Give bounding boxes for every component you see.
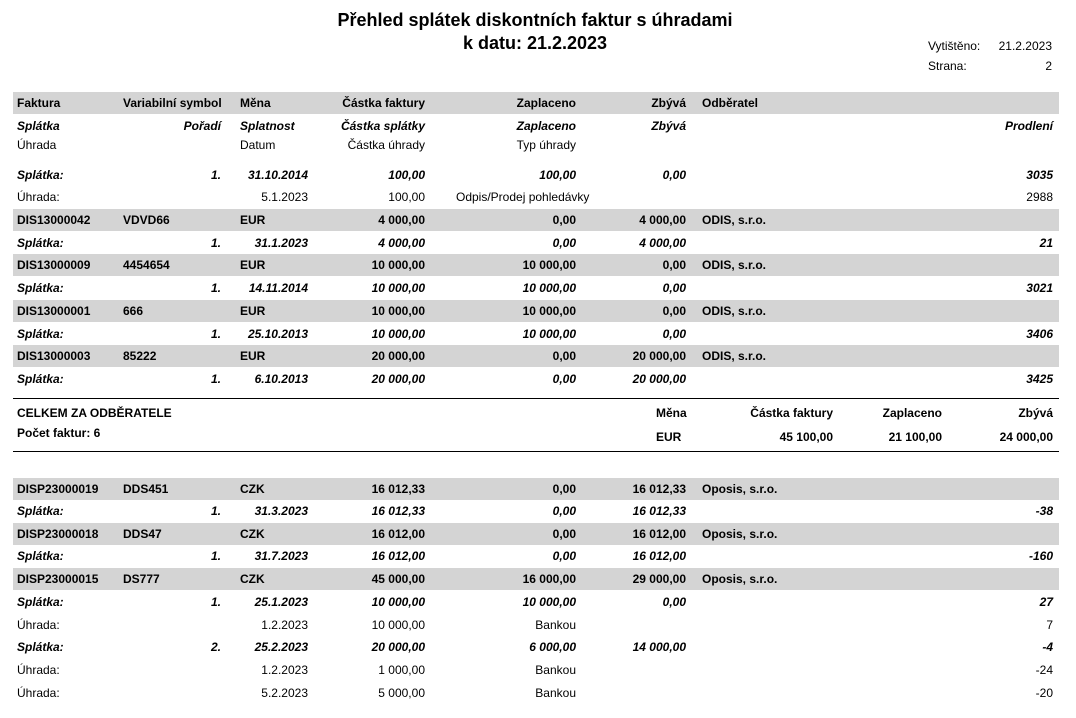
col-variabilni-symbol: Variabilní symbol bbox=[123, 96, 222, 110]
invoice-row bbox=[13, 254, 1059, 276]
remaining: 16 012,00 bbox=[632, 527, 686, 541]
due-date: 31.10.2014 bbox=[247, 168, 308, 182]
installment-row bbox=[13, 368, 1059, 390]
installment-amount: 10 000,00 bbox=[371, 595, 425, 609]
installment-row bbox=[13, 545, 1059, 567]
invoice-amount: 16 012,00 bbox=[371, 527, 425, 541]
installment-order: 1. bbox=[210, 549, 221, 563]
customer: ODIS, s.r.o. bbox=[702, 213, 767, 227]
invoice-row bbox=[13, 300, 1059, 322]
column-header-row bbox=[13, 92, 1059, 114]
paid: 16 000,00 bbox=[522, 572, 576, 586]
installment-order: 1. bbox=[210, 236, 221, 250]
paid: 10 000,00 bbox=[522, 258, 576, 272]
col-uhrada: Úhrada bbox=[17, 138, 57, 152]
invoice-number: DIS13000042 bbox=[17, 213, 91, 227]
summary-val-castka: 45 100,00 bbox=[779, 430, 833, 444]
payment-delay: 2988 bbox=[1026, 190, 1053, 204]
delay-days: 27 bbox=[1039, 595, 1053, 609]
delay-days: 3406 bbox=[1026, 327, 1053, 341]
installment-order: 1. bbox=[210, 372, 221, 386]
installment-row bbox=[13, 277, 1059, 299]
col-odberatel: Odběratel bbox=[702, 96, 759, 110]
summary-count: Počet faktur: 6 bbox=[17, 426, 101, 440]
summary-val-mena: EUR bbox=[656, 430, 682, 444]
remaining: 0,00 bbox=[662, 304, 686, 318]
delay-days: 3021 bbox=[1026, 281, 1053, 295]
variable-symbol: VDVD66 bbox=[123, 213, 170, 227]
installment-order: 1. bbox=[210, 327, 221, 341]
delay-days: -4 bbox=[1042, 640, 1053, 654]
payment-row bbox=[13, 659, 1059, 681]
summary-divider-top bbox=[13, 398, 1059, 399]
summary-title: CELKEM ZA ODBĚRATELE bbox=[17, 406, 172, 420]
installment-label: Splátka: bbox=[17, 236, 64, 250]
paid: 0,00 bbox=[552, 236, 576, 250]
paid: 0,00 bbox=[552, 482, 576, 496]
payment-delay: -20 bbox=[1035, 686, 1053, 700]
col-castka-splatky: Částka splátky bbox=[340, 119, 425, 133]
col-poradi: Pořadí bbox=[183, 119, 221, 133]
col-zaplaceno-2: Zaplaceno bbox=[516, 119, 576, 133]
col-typ-uhrady: Typ úhrady bbox=[516, 138, 576, 152]
payment-date: 1.2.2023 bbox=[261, 618, 308, 632]
payment-amount: 10 000,00 bbox=[371, 618, 425, 632]
payment-date: 5.2.2023 bbox=[261, 686, 308, 700]
customer: ODIS, s.r.o. bbox=[702, 304, 767, 318]
currency: CZK bbox=[240, 527, 265, 541]
paid: 10 000,00 bbox=[522, 281, 576, 295]
payment-row bbox=[13, 682, 1059, 704]
delay-days: 3035 bbox=[1026, 168, 1053, 182]
payment-date: 1.2.2023 bbox=[261, 663, 308, 677]
summary-title-row bbox=[13, 402, 1059, 424]
invoice-number: DIS13000009 bbox=[17, 258, 91, 272]
printed-value: 21.2.2023 bbox=[998, 39, 1052, 53]
remaining: 16 012,00 bbox=[632, 549, 686, 563]
summary-val-zbyva: 24 000,00 bbox=[999, 430, 1053, 444]
invoice-amount: 45 000,00 bbox=[371, 572, 425, 586]
installment-amount: 10 000,00 bbox=[371, 327, 425, 341]
variable-symbol: 4454654 bbox=[123, 258, 170, 272]
invoice-amount: 10 000,00 bbox=[371, 304, 425, 318]
installment-amount: 20 000,00 bbox=[371, 372, 425, 386]
installment-row bbox=[13, 636, 1059, 658]
invoice-number: DISP23000019 bbox=[17, 482, 99, 496]
remaining: 20 000,00 bbox=[632, 349, 686, 363]
installment-amount: 100,00 bbox=[388, 168, 425, 182]
paid: 6 000,00 bbox=[529, 640, 576, 654]
installment-row bbox=[13, 591, 1059, 613]
remaining: 16 012,33 bbox=[632, 482, 686, 496]
payment-delay: -24 bbox=[1035, 663, 1053, 677]
customer: ODIS, s.r.o. bbox=[702, 258, 767, 272]
invoice-number: DISP23000018 bbox=[17, 527, 99, 541]
installment-label: Splátka: bbox=[17, 504, 64, 518]
col-splatnost: Splatnost bbox=[240, 119, 295, 133]
payment-type: Odpis/Prodej pohledávky bbox=[456, 190, 590, 204]
installment-order: 1. bbox=[210, 504, 221, 518]
col-zbyva: Zbývá bbox=[651, 96, 686, 110]
installment-order: 1. bbox=[210, 168, 221, 182]
delay-days: 21 bbox=[1039, 236, 1053, 250]
summary-hdr-zaplaceno: Zaplaceno bbox=[882, 406, 942, 420]
installment-amount: 4 000,00 bbox=[378, 236, 425, 250]
due-date: 31.1.2023 bbox=[254, 236, 308, 250]
delay-days: 3425 bbox=[1026, 372, 1053, 386]
remaining: 16 012,33 bbox=[632, 504, 686, 518]
remaining: 0,00 bbox=[662, 327, 686, 341]
remaining: 0,00 bbox=[662, 281, 686, 295]
currency: EUR bbox=[240, 304, 266, 318]
printed-label: Vytištěno: bbox=[928, 39, 981, 53]
due-date: 25.1.2023 bbox=[254, 595, 308, 609]
remaining: 20 000,00 bbox=[632, 372, 686, 386]
payment-label: Úhrada: bbox=[17, 190, 60, 204]
payment-label: Úhrada: bbox=[17, 618, 60, 632]
installment-amount: 20 000,00 bbox=[371, 640, 425, 654]
invoice-row bbox=[13, 209, 1059, 231]
payment-delay: 7 bbox=[1046, 618, 1053, 632]
installment-label: Splátka: bbox=[17, 168, 64, 182]
paid: 10 000,00 bbox=[522, 304, 576, 318]
remaining: 0,00 bbox=[662, 595, 686, 609]
summary-hdr-castka: Částka faktury bbox=[750, 406, 833, 420]
invoice-number: DISP23000015 bbox=[17, 572, 99, 586]
variable-symbol: 666 bbox=[123, 304, 144, 318]
variable-symbol: DDS47 bbox=[123, 527, 162, 541]
invoice-amount: 16 012,33 bbox=[371, 482, 425, 496]
col-splatka: Splátka bbox=[17, 119, 60, 133]
column-header-row-3 bbox=[13, 134, 1059, 156]
paid: 100,00 bbox=[539, 168, 576, 182]
payment-amount: 100,00 bbox=[388, 190, 425, 204]
due-date: 31.7.2023 bbox=[254, 549, 308, 563]
report-title: Přehled splátek diskontních faktur s úhradami bbox=[337, 10, 733, 30]
currency: EUR bbox=[240, 349, 266, 363]
summary-hdr-mena: Měna bbox=[656, 406, 687, 420]
remaining: 0,00 bbox=[662, 258, 686, 272]
invoice-amount: 20 000,00 bbox=[371, 349, 425, 363]
currency: CZK bbox=[240, 572, 265, 586]
remaining: 4 000,00 bbox=[639, 213, 686, 227]
installment-row bbox=[13, 323, 1059, 345]
payment-label: Úhrada: bbox=[17, 686, 60, 700]
customer: Oposis, s.r.o. bbox=[702, 482, 778, 496]
due-date: 25.2.2023 bbox=[254, 640, 308, 654]
currency: EUR bbox=[240, 258, 266, 272]
installment-row bbox=[13, 500, 1059, 522]
paid: 0,00 bbox=[552, 213, 576, 227]
remaining: 0,00 bbox=[662, 168, 686, 182]
col-zaplaceno: Zaplaceno bbox=[516, 96, 576, 110]
paid: 10 000,00 bbox=[522, 595, 576, 609]
installment-order: 2. bbox=[210, 640, 221, 654]
customer: ODIS, s.r.o. bbox=[702, 349, 767, 363]
payment-label: Úhrada: bbox=[17, 663, 60, 677]
paid: 0,00 bbox=[552, 349, 576, 363]
paid: 0,00 bbox=[552, 372, 576, 386]
remaining: 29 000,00 bbox=[632, 572, 686, 586]
payment-type: Bankou bbox=[535, 686, 576, 700]
col-datum: Datum bbox=[240, 138, 276, 152]
summary-divider-bottom bbox=[13, 451, 1059, 452]
installment-label: Splátka: bbox=[17, 595, 64, 609]
installment-order: 1. bbox=[210, 281, 221, 295]
col-castka-faktury: Částka faktury bbox=[342, 96, 425, 110]
summary-hdr-zbyva: Zbývá bbox=[1018, 406, 1053, 420]
invoice-amount: 10 000,00 bbox=[371, 258, 425, 272]
invoice-row bbox=[13, 568, 1059, 590]
customer: Oposis, s.r.o. bbox=[702, 527, 778, 541]
report-date: k datu: 21.2.2023 bbox=[462, 33, 608, 53]
payment-amount: 1 000,00 bbox=[378, 663, 425, 677]
remaining: 14 000,00 bbox=[632, 640, 686, 654]
page-label: Strana: bbox=[928, 59, 967, 73]
installment-row bbox=[13, 232, 1059, 254]
col-faktura: Faktura bbox=[17, 96, 61, 110]
col-zbyva-2: Zbývá bbox=[651, 119, 686, 133]
installment-order: 1. bbox=[210, 595, 221, 609]
page-value: 2 bbox=[1045, 59, 1052, 73]
due-date: 25.10.2013 bbox=[247, 327, 308, 341]
installment-amount: 16 012,00 bbox=[371, 549, 425, 563]
variable-symbol: DS777 bbox=[123, 572, 160, 586]
installment-label: Splátka: bbox=[17, 549, 64, 563]
installment-label: Splátka: bbox=[17, 281, 64, 295]
remaining: 4 000,00 bbox=[639, 236, 686, 250]
installment-amount: 16 012,33 bbox=[371, 504, 425, 518]
payment-row bbox=[13, 614, 1059, 636]
variable-symbol: 85222 bbox=[123, 349, 157, 363]
invoice-row bbox=[13, 345, 1059, 367]
payment-date: 5.1.2023 bbox=[261, 190, 308, 204]
invoice-amount: 4 000,00 bbox=[378, 213, 425, 227]
paid: 0,00 bbox=[552, 527, 576, 541]
payment-type: Bankou bbox=[535, 618, 576, 632]
invoice-number: DIS13000001 bbox=[17, 304, 91, 318]
delay-days: -160 bbox=[1028, 549, 1053, 563]
summary-values-row bbox=[13, 426, 1059, 448]
summary-val-zaplaceno: 21 100,00 bbox=[888, 430, 942, 444]
payment-type: Bankou bbox=[535, 663, 576, 677]
installment-label: Splátka: bbox=[17, 327, 64, 341]
col-mena: Měna bbox=[240, 96, 271, 110]
installment-label: Splátka: bbox=[17, 640, 64, 654]
installment-row bbox=[13, 164, 1059, 186]
payment-row bbox=[13, 186, 1059, 208]
variable-symbol: DDS451 bbox=[123, 482, 169, 496]
invoice-row bbox=[13, 523, 1059, 545]
invoice-number: DIS13000003 bbox=[17, 349, 91, 363]
due-date: 6.10.2013 bbox=[254, 372, 308, 386]
paid: 0,00 bbox=[552, 504, 576, 518]
paid: 0,00 bbox=[552, 549, 576, 563]
invoice-row bbox=[13, 478, 1059, 500]
customer: Oposis, s.r.o. bbox=[702, 572, 778, 586]
due-date: 31.3.2023 bbox=[254, 504, 308, 518]
payment-amount: 5 000,00 bbox=[378, 686, 425, 700]
paid: 10 000,00 bbox=[522, 327, 576, 341]
currency: EUR bbox=[240, 213, 266, 227]
installment-amount: 10 000,00 bbox=[371, 281, 425, 295]
due-date: 14.11.2014 bbox=[248, 281, 308, 295]
col-castka-uhrady: Částka úhrady bbox=[347, 138, 425, 152]
installment-label: Splátka: bbox=[17, 372, 64, 386]
delay-days: -38 bbox=[1035, 504, 1053, 518]
col-prodleni: Prodlení bbox=[1004, 119, 1053, 133]
currency: CZK bbox=[240, 482, 265, 496]
